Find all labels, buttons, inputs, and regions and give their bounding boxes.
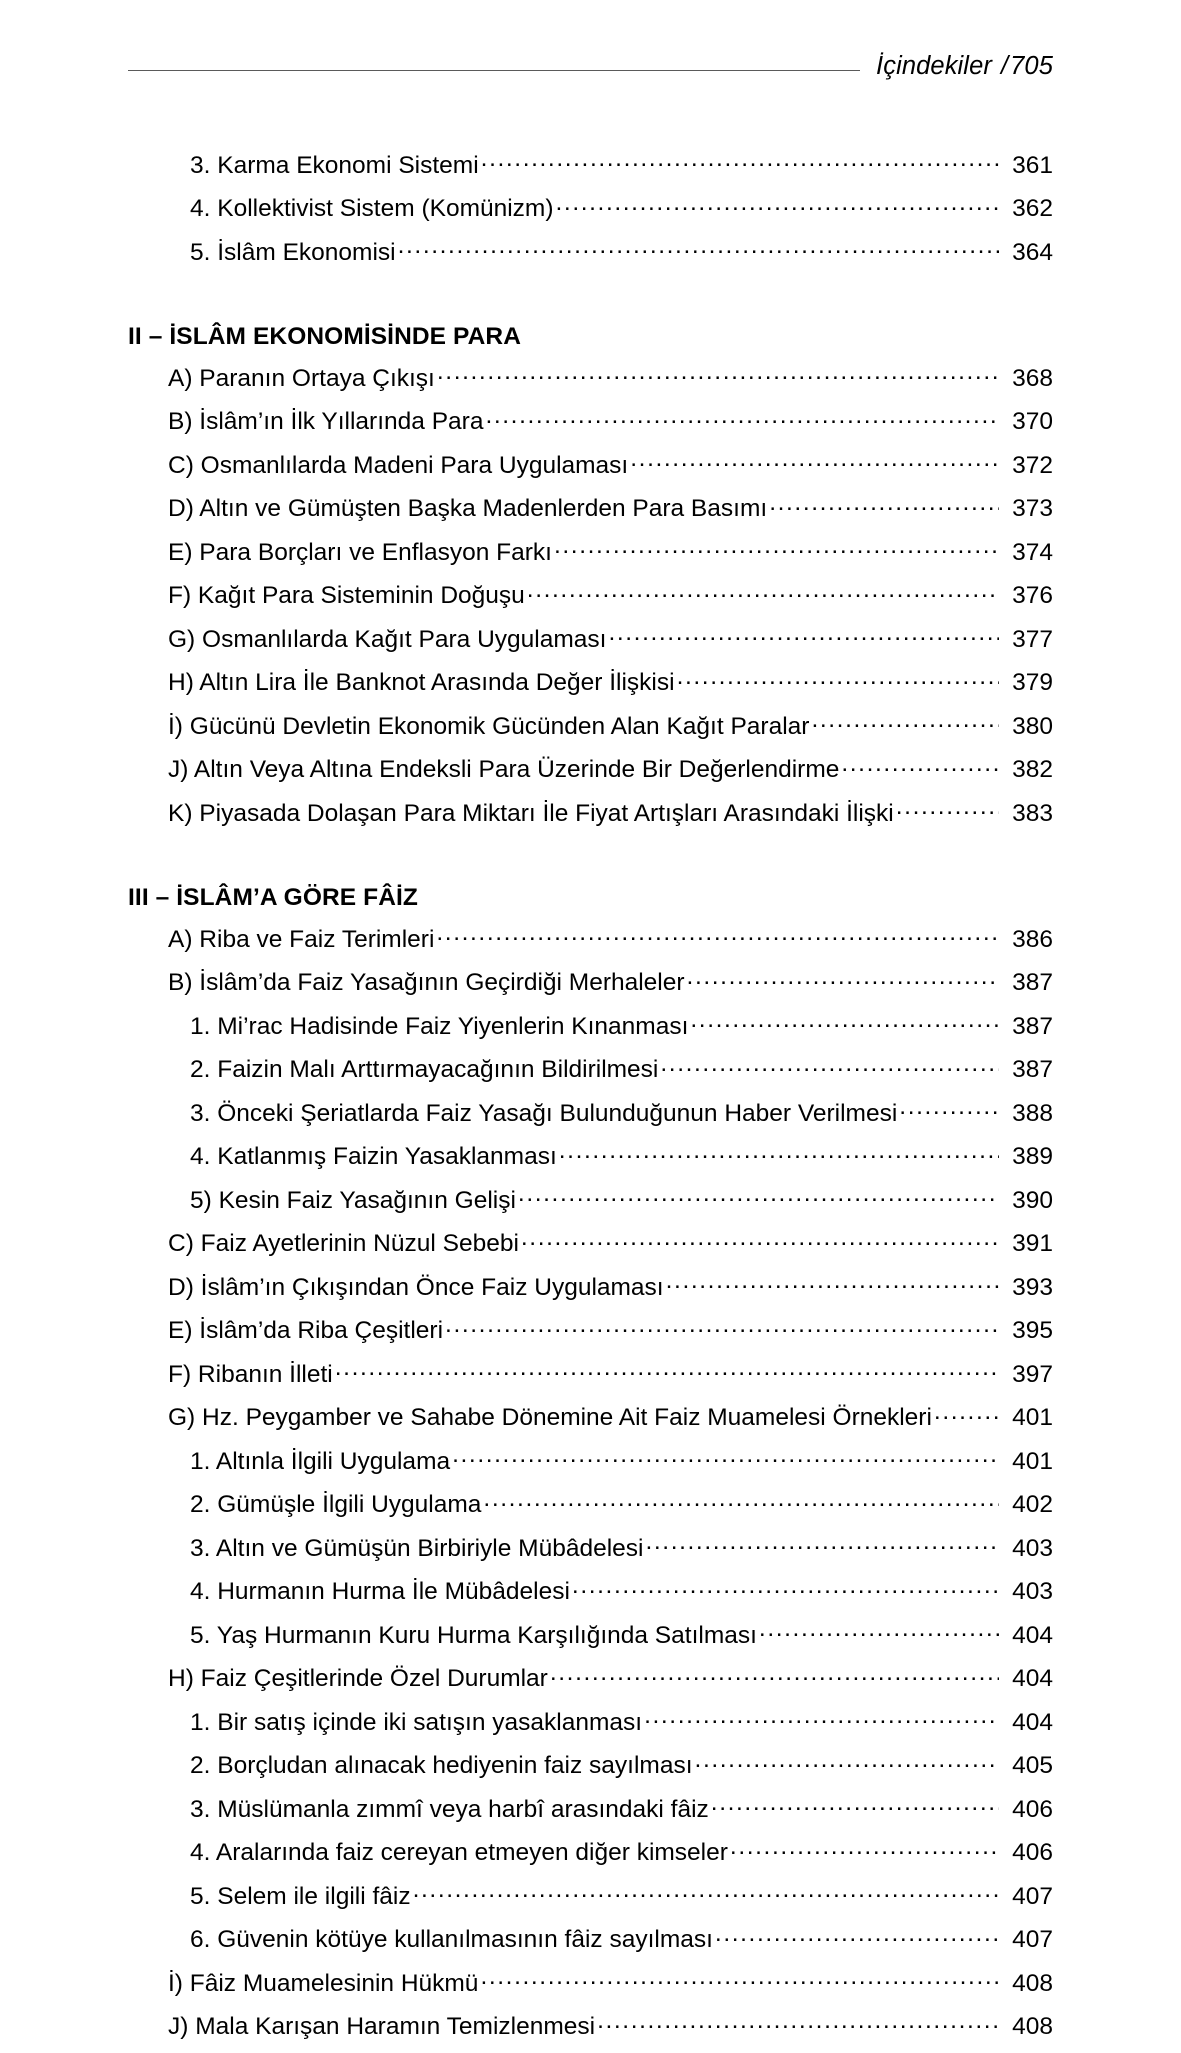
toc-leader-dots — [452, 1444, 999, 1469]
toc-leader-dots — [666, 1270, 999, 1295]
table-of-contents — [128, 148, 1053, 2053]
toc-leader-dots — [677, 666, 999, 691]
toc-entry-label: 4. Hurmanın Hurma İle Mübâdelesi — [190, 1578, 570, 1605]
toc-leader-dots — [769, 492, 999, 517]
toc-entry[interactable] — [128, 1488, 1053, 1518]
toc-entry-page-number: 379 — [1012, 669, 1053, 696]
toc-entry-page-number: 401 — [1012, 1404, 1053, 1431]
toc-leader-dots — [687, 966, 999, 991]
toc-entry-page-number: 388 — [1012, 1099, 1053, 1127]
toc-entry[interactable] — [128, 1575, 1053, 1605]
toc-entry-label: 3. Müslümanla zımmî veya harbî arasındaki fâiz — [190, 1795, 709, 1823]
toc-entry-page-number: 387 — [1012, 969, 1053, 996]
toc-entry-label: 5. İslâm Ekonomisi — [190, 238, 396, 266]
toc-entry-page-number: 377 — [1012, 625, 1053, 653]
toc-entry[interactable] — [128, 535, 1053, 565]
toc-leader-dots — [645, 1531, 999, 1556]
toc-leader-dots — [715, 1923, 999, 1948]
toc-entry-label: J) Altın Veya Altına Endeksli Para Üzerinde Bir Değerlendirme — [168, 756, 840, 783]
toc-entry[interactable] — [128, 1357, 1053, 1387]
toc-leader-dots — [550, 1662, 999, 1687]
toc-entry-label: H) Altın Lira İle Banknot Arasında Değer İlişkisi — [168, 669, 675, 696]
toc-leader-dots — [608, 622, 999, 647]
toc-leader-dots — [413, 1879, 999, 1904]
toc-entry[interactable] — [128, 1227, 1053, 1257]
toc-entry[interactable] — [128, 1923, 1053, 1953]
toc-entry[interactable] — [128, 361, 1053, 391]
toc-entry-label: 5. Yaş Hurmanın Kuru Hurma Karşılığında Satılması — [190, 1621, 757, 1649]
toc-entry[interactable] — [128, 1444, 1053, 1474]
toc-section-heading: III – İSLÂM’A GÖRE FÂİZ — [128, 883, 418, 911]
toc-entry-page-number: 389 — [1012, 1143, 1053, 1170]
toc-entry-page-number: 376 — [1012, 582, 1053, 609]
toc-entry-label: K) Piyasada Dolaşan Para Miktarı İle Fiyat Artışları Arasındaki İlişki — [168, 799, 894, 827]
toc-entry-page-number: 401 — [1012, 1447, 1053, 1475]
toc-entry[interactable] — [128, 405, 1053, 435]
running-header — [128, 44, 1053, 90]
section-spacer — [128, 840, 1053, 859]
toc-entry[interactable] — [128, 1009, 1053, 1039]
header-page-number: 705 — [1010, 52, 1053, 81]
toc-entry-label: F) Ribanın İlleti — [168, 1360, 333, 1388]
toc-entry[interactable] — [128, 1705, 1053, 1735]
toc-leader-dots — [759, 1618, 999, 1643]
toc-leader-dots — [485, 405, 999, 430]
toc-entry[interactable] — [128, 1618, 1053, 1648]
toc-entry-label: A) Riba ve Faiz Terimleri — [168, 925, 435, 953]
toc-entry-page-number: 391 — [1012, 1230, 1053, 1257]
toc-leader-dots — [518, 1183, 999, 1208]
toc-entry-page-number: 382 — [1012, 756, 1053, 783]
toc-entry[interactable] — [128, 666, 1053, 696]
toc-entry-label: 1. Altınla İlgili Uygulama — [190, 1447, 451, 1475]
toc-entry[interactable] — [128, 1531, 1053, 1561]
section-spacer — [128, 279, 1053, 298]
toc-entry[interactable] — [128, 1749, 1053, 1779]
toc-entry[interactable] — [128, 922, 1053, 952]
toc-entry-label: J) Mala Karışan Haramın Temizlenmesi — [168, 2013, 596, 2040]
toc-entry-page-number: 387 — [1012, 1012, 1053, 1040]
header-text — [876, 54, 1053, 80]
toc-entry-label: İ) Gücünü Devletin Ekonomik Gücünden Alan Kağıt Paralar — [168, 712, 810, 740]
toc-leader-dots — [572, 1575, 999, 1600]
toc-entry[interactable] — [128, 1836, 1053, 1866]
toc-entry-page-number: 404 — [1012, 1621, 1053, 1649]
toc-entry[interactable] — [128, 1879, 1053, 1909]
toc-leader-dots — [480, 1966, 999, 1991]
toc-leader-dots — [896, 796, 999, 821]
toc-leader-dots — [559, 1140, 999, 1165]
toc-leader-dots — [481, 148, 999, 173]
toc-entry-page-number: 406 — [1012, 1839, 1053, 1866]
toc-entry[interactable] — [128, 1270, 1053, 1300]
toc-entry-label: C) Osmanlılarda Madeni Para Uygulaması — [168, 451, 629, 479]
toc-entry[interactable] — [128, 1792, 1053, 1822]
toc-entry-page-number: 368 — [1012, 364, 1053, 392]
toc-leader-dots — [437, 361, 999, 386]
toc-leader-dots — [554, 535, 999, 560]
toc-entry[interactable] — [128, 709, 1053, 739]
toc-entry[interactable] — [128, 1183, 1053, 1213]
toc-entry-page-number: 393 — [1012, 1273, 1053, 1301]
toc-entry-page-number: 374 — [1012, 538, 1053, 566]
toc-entry-page-number: 383 — [1012, 799, 1053, 827]
toc-entry-page-number: 408 — [1012, 1969, 1053, 1997]
toc-entry[interactable] — [128, 1314, 1053, 1344]
toc-leader-dots — [597, 2010, 999, 2035]
toc-entry-label: C) Faiz Ayetlerinin Nüzul Sebebi — [168, 1230, 519, 1257]
toc-entry-page-number: 395 — [1012, 1317, 1053, 1344]
toc-entry[interactable] — [128, 796, 1053, 826]
toc-entry-page-number: 397 — [1012, 1360, 1053, 1388]
header-separator: / — [1000, 52, 1009, 81]
toc-entry-page-number: 408 — [1012, 2013, 1053, 2040]
toc-section-heading: II – İSLÂM EKONOMİSİNDE PARA — [128, 322, 522, 350]
toc-entry[interactable] — [128, 1096, 1053, 1126]
toc-entry-page-number: 373 — [1012, 495, 1053, 522]
toc-entry-page-number: 370 — [1012, 408, 1053, 435]
toc-leader-dots — [811, 709, 999, 734]
toc-entry-page-number: 386 — [1012, 925, 1053, 953]
toc-entry[interactable] — [128, 448, 1053, 478]
toc-entry-page-number: 407 — [1012, 1926, 1053, 1953]
toc-entry-label: B) İslâm’ın İlk Yıllarında Para — [168, 408, 484, 435]
toc-entry[interactable] — [128, 753, 1053, 783]
toc-leader-dots — [690, 1009, 999, 1034]
toc-entry[interactable] — [128, 2010, 1053, 2040]
toc-entry-label: 1. Bir satış içinde iki satışın yasaklanması — [190, 1708, 643, 1736]
toc-entry-label: İ) Fâiz Muamelesinin Hükmü — [168, 1969, 479, 1997]
toc-entry-label: 3. Altın ve Gümüşün Birbiriyle Mübâdelesi — [190, 1534, 644, 1562]
toc-entry-page-number: 405 — [1012, 1752, 1053, 1779]
toc-entry-page-number: 372 — [1012, 451, 1053, 479]
toc-leader-dots — [711, 1792, 999, 1817]
toc-entry-label: 4. Kollektivist Sistem (Komünizm) — [190, 195, 554, 222]
toc-entry-label: F) Kağıt Para Sisteminin Doğuşu — [168, 582, 525, 609]
toc-entry-label: E) İslâm’da Riba Çeşitleri — [168, 1317, 444, 1344]
toc-leader-dots — [521, 1227, 999, 1252]
toc-entry[interactable] — [128, 966, 1053, 996]
toc-leader-dots — [483, 1488, 999, 1513]
toc-leader-dots — [730, 1836, 999, 1861]
header-title: İçindekiler — [876, 52, 992, 81]
toc-leader-dots — [398, 235, 999, 260]
toc-entry-page-number: 407 — [1012, 1882, 1053, 1910]
toc-entry[interactable] — [128, 1140, 1053, 1170]
toc-entry-label: H) Faiz Çeşitlerinde Özel Durumlar — [168, 1665, 548, 1692]
toc-entry-page-number: 387 — [1012, 1056, 1053, 1083]
toc-entry[interactable] — [128, 1401, 1053, 1431]
toc-entry-label: 2. Gümüşle İlgili Uygulama — [190, 1491, 482, 1518]
toc-entry-label: 2. Faizin Malı Arttırmayacağının Bildirilmesi — [190, 1056, 659, 1083]
toc-entry-label: E) Para Borçları ve Enflasyon Farkı — [168, 538, 552, 566]
toc-entry[interactable] — [128, 622, 1053, 652]
toc-entry[interactable] — [128, 1053, 1053, 1083]
toc-entry-label: D) Altın ve Gümüşten Başka Madenlerden Para Basımı — [168, 495, 768, 522]
toc-entry-page-number: 403 — [1012, 1534, 1053, 1562]
toc-entry-label: 6. Güvenin kötüye kullanılmasının fâiz sayılması — [190, 1926, 713, 1953]
toc-entry-page-number: 404 — [1012, 1708, 1053, 1736]
toc-entry[interactable] — [128, 1662, 1053, 1692]
toc-entry-page-number: 390 — [1012, 1186, 1053, 1214]
toc-entry-page-number: 402 — [1012, 1491, 1053, 1518]
toc-leader-dots — [630, 448, 999, 473]
toc-leader-dots — [445, 1314, 999, 1339]
toc-entry-label: 3. Karma Ekonomi Sistemi — [190, 151, 479, 179]
toc-entry[interactable] — [128, 492, 1053, 522]
toc-entry[interactable] — [128, 1966, 1053, 1996]
toc-entry-page-number: 380 — [1012, 712, 1053, 740]
toc-leader-dots — [841, 753, 999, 778]
header-rule — [128, 70, 860, 71]
toc-entry-label: 2. Borçludan alınacak hediyenin faiz sayılması — [190, 1752, 693, 1779]
toc-entry[interactable] — [128, 235, 1053, 265]
toc-entry-page-number: 404 — [1012, 1665, 1053, 1692]
toc-entry-page-number: 403 — [1012, 1578, 1053, 1605]
toc-entry[interactable] — [128, 148, 1053, 178]
toc-entry-label: 1. Mi’rac Hadisinde Faiz Yiyenlerin Kınanması — [190, 1012, 689, 1040]
toc-leader-dots — [695, 1749, 999, 1774]
toc-entry-label: G) Osmanlılarda Kağıt Para Uygulaması — [168, 625, 607, 653]
toc-entry-page-number: 406 — [1012, 1795, 1053, 1823]
toc-entry-label: 4. Katlanmış Faizin Yasaklanması — [190, 1143, 557, 1170]
toc-leader-dots — [660, 1053, 999, 1078]
toc-entry[interactable] — [128, 192, 1053, 222]
toc-leader-dots — [899, 1096, 999, 1121]
toc-entry-label: A) Paranın Ortaya Çıkışı — [168, 364, 435, 392]
toc-entry-page-number: 361 — [1012, 151, 1053, 179]
toc-leader-dots — [934, 1401, 999, 1426]
toc-leader-dots — [436, 922, 999, 947]
toc-entry-label: 4. Aralarında faiz cereyan etmeyen diğer kimseler — [190, 1839, 728, 1866]
toc-entry-label: D) İslâm’ın Çıkışından Önce Faiz Uygulaması — [168, 1273, 664, 1301]
toc-entry-label: 5. Selem ile ilgili fâiz — [190, 1882, 411, 1910]
toc-entry[interactable] — [128, 579, 1053, 609]
toc-entry-label: B) İslâm’da Faiz Yasağının Geçirdiği Merhaleler — [168, 969, 685, 996]
toc-entry-page-number: 364 — [1012, 238, 1053, 266]
toc-leader-dots — [335, 1357, 999, 1382]
toc-entry-page-number: 362 — [1012, 195, 1053, 222]
toc-entry-label: 5) Kesin Faiz Yasağının Gelişi — [190, 1186, 516, 1214]
toc-entry-label: G) Hz. Peygamber ve Sahabe Dönemine Ait Faiz Muamelesi Örnekleri — [168, 1404, 932, 1431]
toc-leader-dots — [556, 192, 999, 217]
toc-leader-dots — [527, 579, 999, 604]
toc-leader-dots — [644, 1705, 999, 1730]
toc-entry-label: 3. Önceki Şeriatlarda Faiz Yasağı Bulunduğunun Haber Verilmesi — [190, 1099, 898, 1127]
